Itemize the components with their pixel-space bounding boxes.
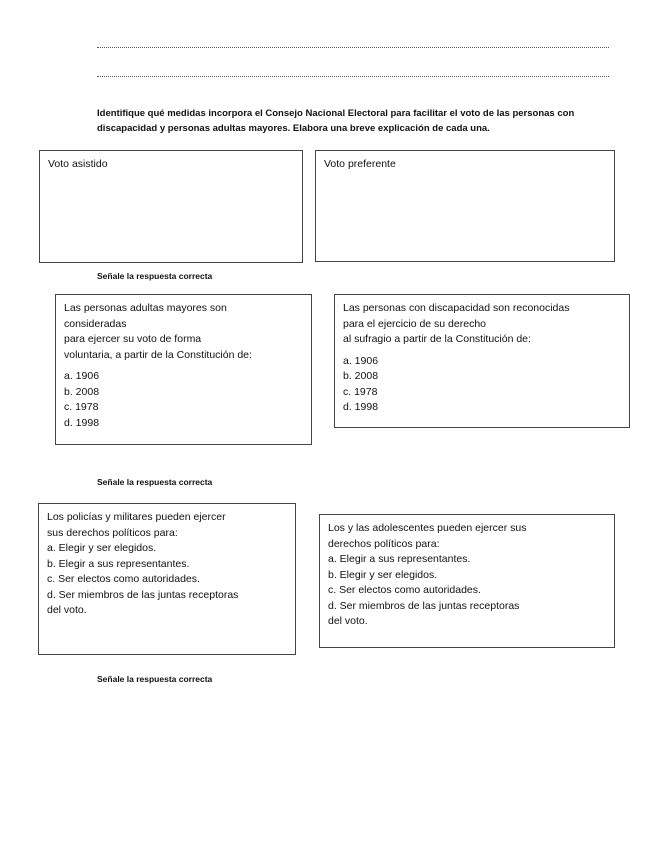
question-4-option-d[interactable]: d. Ser miembros de las juntas receptoras	[328, 599, 520, 612]
voto-asistido-title: Voto asistido	[48, 158, 108, 170]
question-1-option-a[interactable]: a. 1906	[64, 370, 100, 382]
question-3-box	[38, 503, 296, 655]
question-4-option-a[interactable]: a. Elegir a sus representantes.	[328, 553, 471, 565]
question-4-line: Los y las adolescentes pueden ejercer sus	[328, 522, 527, 534]
question-4-option-c[interactable]: c. Ser electos como autoridades.	[328, 584, 481, 596]
question-3-option-c[interactable]: c. Ser electos como autoridades.	[47, 573, 200, 585]
section-label-1: Señale la respuesta correcta	[97, 271, 213, 281]
question-3-line: Los policías y militares pueden ejercer	[47, 511, 226, 523]
answer-line-1[interactable]	[97, 47, 609, 48]
question-2-line: Las personas con discapacidad son reconocidas	[343, 302, 570, 314]
question-2-option-c[interactable]: c. 1978	[343, 385, 378, 398]
question-3-line: sus derechos políticos para:	[47, 526, 178, 539]
question-1-line: consideradas	[64, 317, 127, 330]
question-1-option-b[interactable]: b. 2008	[64, 385, 100, 398]
question-2-line: para el ejercicio de su derecho	[343, 317, 487, 330]
voto-preferente-title: Voto preferente	[324, 158, 396, 170]
question-2-option-b[interactable]: b. 2008	[343, 370, 379, 382]
voto-preferente-box[interactable]	[315, 150, 615, 262]
question-4-box	[319, 514, 615, 648]
question-2-box	[334, 294, 630, 428]
answer-line-2[interactable]	[97, 76, 609, 77]
section-label-3: Señale la respuesta correcta	[97, 674, 213, 684]
question-4-option-d-cont: del voto.	[328, 615, 368, 627]
question-1-option-c[interactable]: c. 1978	[64, 401, 99, 413]
question-1-box	[55, 294, 312, 445]
voto-asistido-box[interactable]	[39, 150, 303, 263]
question-2-option-a[interactable]: a. 1906	[343, 354, 379, 367]
question-2-option-d[interactable]: d. 1998	[343, 401, 379, 413]
question-1-option-d[interactable]: d. 1998	[64, 416, 100, 429]
question-2-line: al sufragio a partir de la Constitución de:	[343, 333, 531, 345]
question-1-line: Las personas adultas mayores son	[64, 302, 227, 314]
question-4-line: derechos políticos para:	[328, 537, 440, 550]
question-1-line: para ejercer su voto de forma	[64, 333, 202, 345]
question-3-option-d[interactable]: d. Ser miembros de las juntas receptoras	[47, 588, 239, 601]
question-1-line: voluntaria, a partir de la Constitución de:	[64, 348, 252, 361]
instruction-text: Identifique qué medidas incorpora el Consejo Nacional Electoral para facilitar el voto de las personas con discapacidad y personas adultas mayores. Elabora una breve explicación de cada una.	[97, 108, 575, 134]
question-3-option-d-cont: del voto.	[47, 604, 87, 616]
question-3-option-b[interactable]: b. Elegir a sus representantes.	[47, 557, 190, 570]
question-3-option-a[interactable]: a. Elegir y ser elegidos.	[47, 542, 157, 554]
question-4-option-b[interactable]: b. Elegir y ser elegidos.	[328, 568, 438, 581]
section-label-2: Señale la respuesta correcta	[97, 477, 213, 487]
